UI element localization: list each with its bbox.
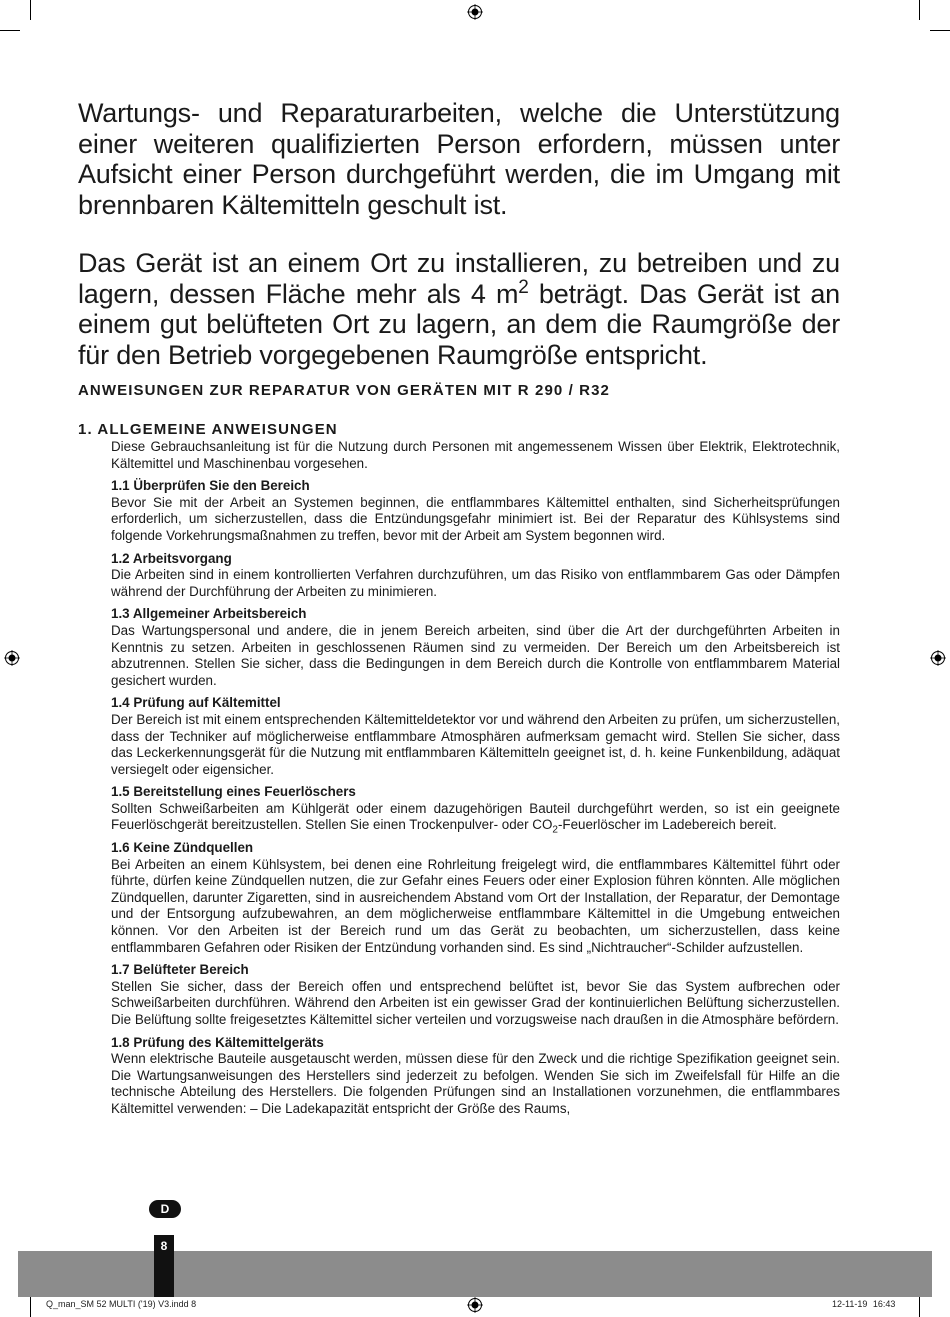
intro-text-2b: beträgt. Das Gerät ist an einem gut belüfteten Ort zu lagern, an dem die Raumgröße der für den Betrieb vorgegebenen Raumgröße entspricht. <box>78 278 840 370</box>
intro-text-1: Wartungs- und Reparaturarbeiten, welche die Unterstützung einer weiteren qualifizierten Person erfordern, müssen unter Aufsicht einer Person durchgeführt werden, die im Umgang mit brennbaren Kältemitteln geschult ist. <box>78 98 840 220</box>
subsection-text: Bevor Sie mit der Arbeit an Systemen beginnen, die entflammbares Kältemittel enthalten, sind Sicherheitsprüfungen erforderlich, um sicherzustellen, dass die Entzündungsgefahr minimiert ist. Bei der Reparatur des Kühlsystems sind folgende Vorkehrungsmaßnahmen zu treffen, bevor mit der Arbeit am System begonnen wird. <box>111 494 840 543</box>
subsection-text: Der Bereich ist mit einem entsprechenden Kältemitteldetektor vor und während den Arbeiten zu prüfen, um sicherzustellen, dass der Techniker auf möglicherweise entflammbare Atmosphären aufmerksam gemacht wird. Stellen Sie sicher, dass das Leckerkennungsgerät für die Nutzung mit entflammbaren Kältemitteln geeignet ist, d. h. keine Funkenbildung, adäquat versiegelt oder eigensicher. <box>111 711 840 777</box>
subsection-text: Das Wartungspersonal und andere, die in jenem Bereich arbeiten, sind über die Art der durchgeführten Arbeiten in Kenntnis zu setzen. Arbeiten in geschlossenen Räumen sind zu vermeiden. Der Bereich um den Arbeitsbereich ist abzutrennen. Stellen Sie sicher, dass die Bedingungen in dem Bereich durch die Kontrolle von entflammbarem Material gesichert wurden. <box>111 622 840 688</box>
crop-mark <box>30 0 31 20</box>
registration-mark-icon <box>4 650 20 666</box>
registration-mark-icon <box>467 1297 483 1313</box>
section-intro: Diese Gebrauchsanleitung ist für die Nutzung durch Personen mit angemessenem Wissen über Elektrik, Elektrotechnik, Kältemittel und Maschinenbau vorgesehen. <box>111 439 840 471</box>
subscript: 2 <box>552 825 558 837</box>
subsection-title: 1.3 Allgemeiner Arbeitsbereich <box>111 606 307 622</box>
intro-text-2 <box>78 248 840 370</box>
crop-mark <box>930 30 950 31</box>
subsection-text-b: -Feuerlöscher im Ladebereich bereit. <box>557 817 777 833</box>
subsection-text: Bei Arbeiten an einem Kühlsystem, bei denen eine Rohrleitung freigelegt wird, die entflammbares Kältemittel führt oder führte, dürfen keine Zündquellen nutzen, die zur Gefahr eines Feuers oder einer Explosion führen könnten. Alle möglichen Zündquellen, darunter Zigaretten, sind in ausreichendem Abstand vom Ort der Installation, der Reparatur, der Demontage und der Entsorgung aufzubewahren, an dem möglicherweise entflammbare Kältemittel in die Umgebung entweichen können. Vor den Arbeiten ist der Bereich rund um das Gerät zu beobachten, um sicherzustellen, dass keine entflammbaren Gefahren oder Risiken der Entzündung vorhanden sind. Es sind „Nichtraucher“-Schilder aufzustellen. <box>111 856 840 955</box>
subsection-text-a: Sollten Schweißarbeiten am Kühlgerät oder einem dazugehörigen Bauteil durchgeführt werden, so ist ein geeignete Feuerlöschgerät bereitzustellen. Stellen Sie einen Trockenpulver- oder CO <box>111 800 840 833</box>
intro-paragraph-2 <box>78 248 840 370</box>
registration-mark-icon <box>930 650 946 666</box>
intro-paragraph-1 <box>78 98 840 220</box>
subsection-title: 1.8 Prüfung des Kältemittelgeräts <box>111 1034 324 1050</box>
section-heading: 1. ALLGEMEINE ANWEISUNGEN <box>78 421 338 438</box>
subsection-title: 1.1 Überprüfen Sie den Bereich <box>111 478 310 494</box>
section-body <box>111 439 840 1118</box>
crop-mark <box>919 0 920 20</box>
intro-text-2a: Das Gerät ist an einem Ort zu installieren, zu betreiben und zu lagern, dessen Fläche mehr als 4 m <box>78 248 840 309</box>
subsection-title: 1.4 Prüfung auf Kältemittel <box>111 695 281 711</box>
subsection-title: 1.2 Arbeitsvorgang <box>111 550 232 566</box>
crop-mark <box>919 1297 920 1317</box>
language-badge: D <box>149 1200 181 1218</box>
subsection-title: 1.7 Belüfteter Bereich <box>111 962 249 978</box>
subsection-text <box>111 800 840 837</box>
page-number: 8 <box>154 1235 174 1297</box>
registration-mark-icon <box>467 4 483 20</box>
crop-mark <box>30 1297 31 1317</box>
print-slug-date: 12-11-19 16:43 <box>832 1299 896 1309</box>
print-slug-filename: Q_man_SM 52 MULTI ('19) V3.indd 8 <box>46 1299 197 1309</box>
subsection-text: Die Arbeiten sind in einem kontrollierten Verfahren durchzuführen, um das Risiko von entflammbarem Gas oder Dämpfen während der Durchführung der Arbeiten zu minimieren. <box>111 567 840 599</box>
crop-mark <box>0 30 20 31</box>
subsection-title: 1.5 Bereitstellung eines Feuerlöschers <box>111 784 356 800</box>
subsection-text: Wenn elektrische Bauteile ausgetauscht werden, müssen diese für den Zweck und die richtige Spezifikation geeignet sein. Die Wartungsanweisungen des Herstellers sind jederzeit zu befolgen. Wenden Sie sich im Zweifelsfall für Hilfe an die technische Abteilung des Herstellers. Die folgenden Prüfungen sind an Installationen vorzunehmen, die entflammbares Kältemittel verwenden: – Die Ladekapazität entspricht der Größe des Raums, <box>111 1051 840 1116</box>
subsection-text: Stellen Sie sicher, dass der Bereich offen und entsprechend belüftet ist, bevor Sie das System aufbrechen oder Schweißarbeiten durchführen. Während den Arbeiten ist ein gewisser Grad der kontinuierlichen Belüftung sicherzustellen. Die Belüftung sollte freigesetztes Kältemittel sicher verteilen und vorzugsweise nach draußen in die Atmosphäre befördern. <box>111 978 840 1027</box>
superscript: 2 <box>518 276 529 298</box>
subsection-title: 1.6 Keine Zündquellen <box>111 840 254 856</box>
main-heading: ANWEISUNGEN ZUR REPARATUR VON GERÄTEN MIT R 290 / R32 <box>78 382 610 399</box>
